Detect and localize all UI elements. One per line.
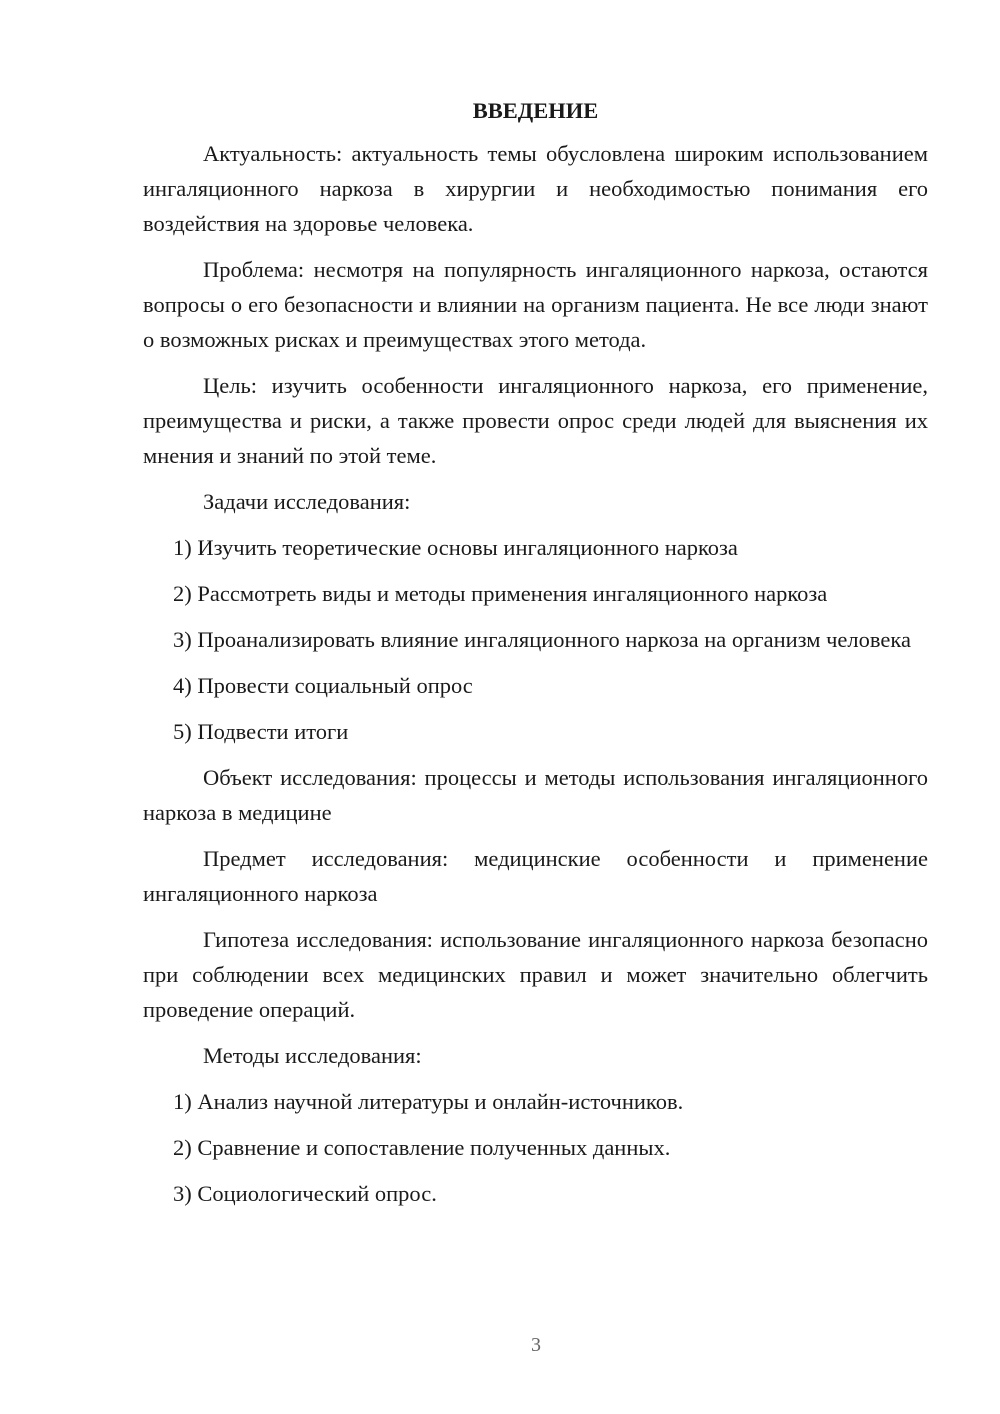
paragraph-hypothesis: Гипотеза исследования: использование ингаляционного наркоза безопасно при соблюдении всех медицинских правил и может значительно облегчить проведение операций. bbox=[143, 927, 928, 1022]
document-page bbox=[143, 96, 928, 1222]
paragraph-problem: Проблема: несмотря на популярность ингаляционного наркоза, остаются вопросы о его безопасности и влиянии на организм пациента. Не все люди знают о возможных рисках и преимуществах этого метода. bbox=[143, 257, 928, 352]
task-item-5: 5) Подвести итоги bbox=[173, 719, 349, 744]
section-title: ВВЕДЕНИЕ bbox=[472, 98, 599, 123]
tasks-heading: Задачи исследования: bbox=[203, 489, 411, 514]
task-item-3: 3) Проанализировать влияние ингаляционного наркоза на организм человека bbox=[173, 627, 911, 652]
task-item-1: 1) Изучить теоретические основы ингаляционного наркоза bbox=[173, 535, 738, 560]
method-item-1: 1) Анализ научной литературы и онлайн-источников. bbox=[173, 1089, 684, 1114]
paragraph-relevance: Актуальность: актуальность темы обусловлена широким использованием ингаляционного наркоза в хирургии и необходимостью понимания его воздействия на здоровье человека. bbox=[143, 141, 928, 236]
paragraph-object: Объект исследования: процессы и методы использования ингаляционного наркоза в медицине bbox=[143, 765, 928, 825]
method-item-3: 3) Социологический опрос. bbox=[173, 1181, 437, 1206]
paragraph-goal: Цель: изучить особенности ингаляционного наркоза, его применение, преимущества и риски, а также провести опрос среди людей для выяснения их мнения и знаний по этой теме. bbox=[143, 373, 928, 468]
paragraph-subject: Предмет исследования: медицинские особенности и применение ингаляционного наркоза bbox=[143, 846, 928, 906]
methods-heading: Методы исследования: bbox=[203, 1043, 422, 1068]
task-item-4: 4) Провести социальный опрос bbox=[173, 673, 473, 698]
method-item-2: 2) Сравнение и сопоставление полученных данных. bbox=[173, 1135, 671, 1160]
page-number: 3 bbox=[531, 1334, 541, 1356]
task-item-2: 2) Рассмотреть виды и методы применения ингаляционного наркоза bbox=[173, 581, 828, 606]
